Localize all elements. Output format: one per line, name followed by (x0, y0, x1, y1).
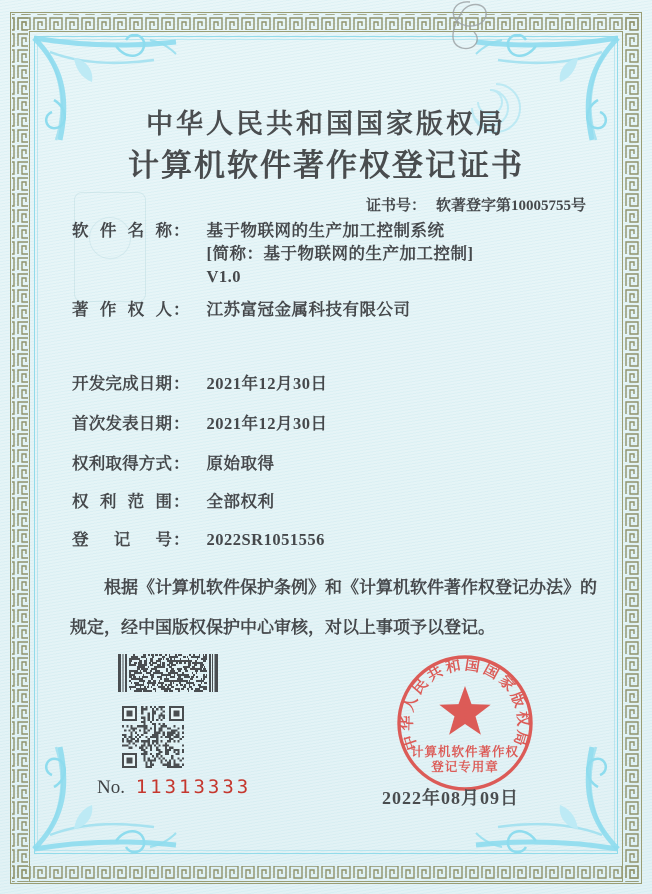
pdf417-barcode (118, 654, 218, 692)
field-colon: ： (173, 414, 190, 433)
seal-ring-text: 中华人民共和国国家版权局 (399, 657, 531, 752)
certificate-title: 计算机软件著作权登记证书 (128, 148, 524, 183)
official-seal (391, 649, 539, 797)
field-rights-scope (72, 490, 275, 513)
field-software-name (72, 219, 474, 288)
field-registration-number (72, 528, 325, 551)
star-icon (439, 686, 490, 735)
field-dev-completion-date (72, 372, 328, 395)
serial-prefix: No. (97, 777, 125, 798)
field-colon: ： (173, 374, 190, 393)
serial-digits: 11313333 (135, 776, 252, 798)
field-colon: ： (173, 454, 190, 473)
field-colon: ： (173, 492, 190, 511)
field-label: 首次发表日期 (72, 414, 172, 433)
field-label: 登记号 (72, 530, 172, 549)
seal-inner-line2: 登记专用章 (431, 760, 499, 774)
field-value: 江苏富冠金属科技有限公司 (206, 300, 411, 319)
software-name-line2: [简称：基于物联网的生产加工控制] (206, 244, 474, 263)
field-value (207, 219, 474, 288)
registration-statement: 根据《计算机软件保护条例》和《计算机软件著作权登记办法》的规定，经中国版权保护中心审核，对以上事项予以登记。 (70, 578, 597, 637)
software-name-line3: V1.0 (206, 267, 242, 286)
field-value: 原始取得 (206, 454, 275, 473)
field-value: 2021年12月30日 (206, 374, 328, 393)
authority-name: 中华人民共和国国家版权局 (146, 109, 506, 139)
software-name-line1: 基于物联网的生产加工控制系统 (206, 221, 445, 240)
field-label: 权利取得方式 (72, 454, 172, 473)
field-value: 2022SR1051556 (206, 530, 325, 549)
field-copyright-owner (72, 298, 411, 321)
serial-number-line (97, 776, 251, 799)
field-colon: ： (173, 300, 190, 319)
field-value: 2021年12月30日 (206, 414, 328, 433)
field-rights-acquisition (72, 452, 275, 475)
issue-date: 2022年08月09日 (382, 788, 519, 808)
field-first-publication-date (72, 412, 328, 435)
certificate-number-value: 软著登字第10005755号 (435, 198, 586, 214)
field-colon: ： (173, 530, 190, 549)
field-label: 权利范围 (72, 492, 172, 511)
field-label: 开发完成日期 (72, 374, 172, 393)
field-colon: ： (173, 221, 190, 240)
seal-inner-line1: 计算机软件著作权 (410, 745, 520, 759)
certificate-number-line (366, 194, 586, 215)
field-value: 全部权利 (206, 492, 275, 511)
pen-scribble-mark (430, 0, 550, 64)
field-label: 软件名称 (72, 221, 172, 240)
certificate-number-label: 证书号： (365, 198, 426, 214)
qr-code (122, 706, 184, 768)
field-label: 著作权人 (72, 300, 172, 319)
